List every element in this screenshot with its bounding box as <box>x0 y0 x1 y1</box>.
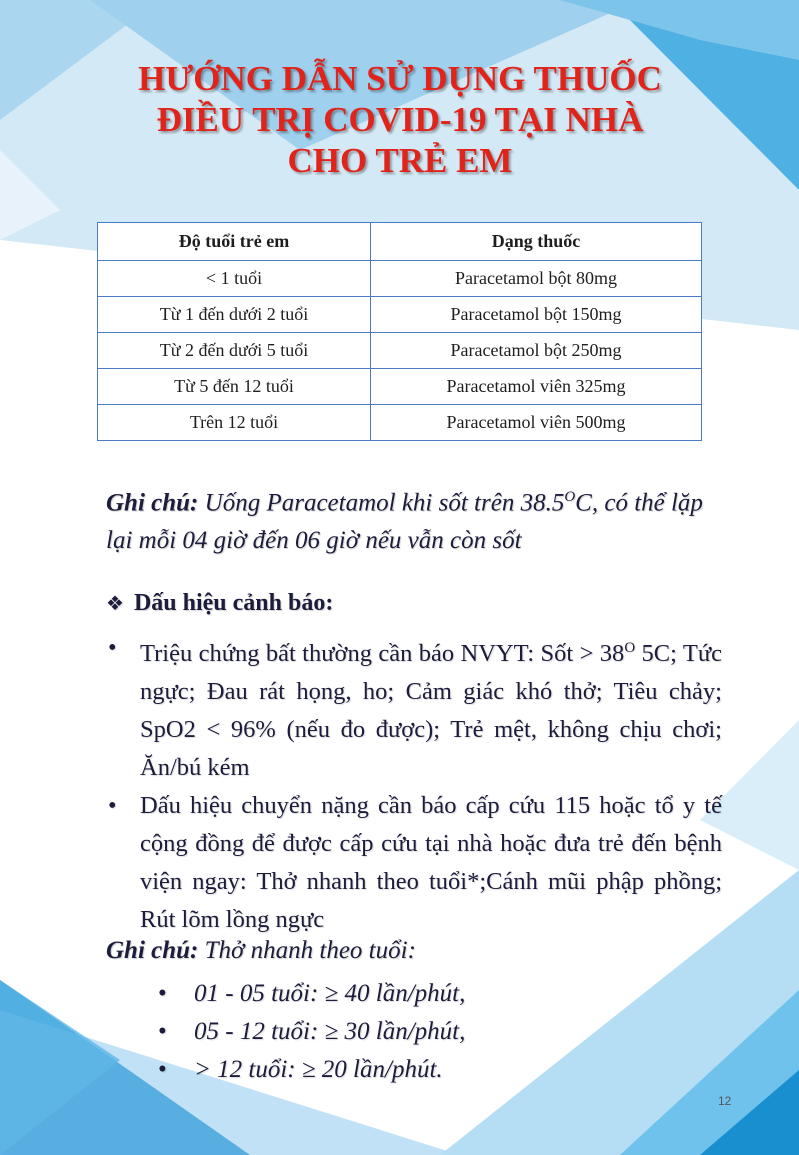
table-cell-age: Từ 2 đến dưới 5 tuổi <box>98 333 371 369</box>
bullet-icon: • <box>158 1018 167 1045</box>
title-line-2: ĐIỀU TRỊ COVID-19 TẠI NHÀ <box>156 100 644 139</box>
dosage-table <box>97 222 702 441</box>
column-header-medicine-form: Dạng thuốc <box>371 223 702 261</box>
rate-text: 01 - 05 tuổi: ≥ 40 lần/phút, <box>194 980 466 1007</box>
bullet-icon: • <box>108 634 117 661</box>
table-cell-age: Từ 1 đến dưới 2 tuổi <box>98 297 371 333</box>
note-text: Uống Paracetamol khi sốt trên 38.5 <box>198 489 565 517</box>
list-item <box>106 629 722 787</box>
table-cell-medicine: Paracetamol viên 325mg <box>371 369 702 405</box>
bullet-icon: • <box>108 792 117 820</box>
list-item <box>158 1013 465 1051</box>
note-text: Thở nhanh theo tuổi: <box>198 937 416 964</box>
page-title <box>60 58 740 181</box>
table-cell-age: Từ 5 đến 12 tuổi <box>98 369 371 405</box>
warning-item-1-text: Triệu chứng bất thường cần báo NVYT: Sốt > 38 <box>140 640 625 668</box>
table-cell-medicine: Paracetamol bột 80mg <box>371 261 702 297</box>
title-line-1: HƯỚNG DẪN SỬ DỤNG THUỐC <box>138 59 662 98</box>
table-row <box>98 261 702 297</box>
degree-superscript: O <box>624 640 636 656</box>
title-line-3: CHO TRẺ EM <box>287 141 513 180</box>
warning-heading <box>106 590 333 617</box>
column-header-age: Độ tuổi trẻ em <box>98 223 371 261</box>
list-item <box>158 1051 465 1089</box>
diamond-bullet-icon: ❖ <box>106 591 124 615</box>
table-row <box>98 405 702 441</box>
table-cell-medicine: Paracetamol bột 250mg <box>371 333 702 369</box>
degree-superscript: O <box>564 489 576 505</box>
note-label: Ghi chú: <box>106 937 199 964</box>
table-cell-medicine: Paracetamol viên 500mg <box>371 405 702 441</box>
table-row <box>98 297 702 333</box>
warning-item-2-text: Dấu hiệu chuyển nặng cần báo cấp cứu 115 hoặc tổ y tế cộng đồng để được cấp cứu tại nhà hoặc đưa trẻ đến bệnh viện ngay: Thở nhanh theo tuổi*;Cánh mũi phập phồng; Rút lõm lồng ngực <box>140 792 722 934</box>
table-row <box>98 369 702 405</box>
rate-text: 05 - 12 tuổi: ≥ 30 lần/phút, <box>194 1018 466 1045</box>
breathing-rate-list <box>158 975 465 1089</box>
table-cell-age: < 1 tuổi <box>98 261 371 297</box>
warning-heading-text: Dấu hiệu cảnh báo: <box>133 590 334 616</box>
warning-item-1-text-continued: 5C; Tức ngực; Đau rát họng, ho; Cảm giác khó thở; Tiêu chảy; SpO2 < 96% (nếu đo được); Trẻ mệt, không chịu chơi; Ăn/bú kém <box>140 640 723 782</box>
table-row <box>98 333 702 369</box>
note-text-continued: C, có thể lặp lại mỗi 04 giờ đến 06 giờ nếu vẫn còn sốt <box>106 489 703 555</box>
list-item <box>106 787 722 939</box>
list-item <box>158 975 465 1013</box>
breathing-note <box>106 932 416 970</box>
fever-note <box>106 478 726 560</box>
table-cell-age: Trên 12 tuổi <box>98 405 371 441</box>
rate-text: > 12 tuổi: ≥ 20 lần/phút. <box>194 1056 443 1083</box>
bullet-icon: • <box>158 980 167 1007</box>
table-header-row <box>98 223 702 261</box>
note-label: Ghi chú: <box>106 489 199 517</box>
table-cell-medicine: Paracetamol bột 150mg <box>371 297 702 333</box>
page-number: 12 <box>718 1094 732 1108</box>
bullet-icon: • <box>158 1056 167 1083</box>
warning-list <box>106 629 722 939</box>
